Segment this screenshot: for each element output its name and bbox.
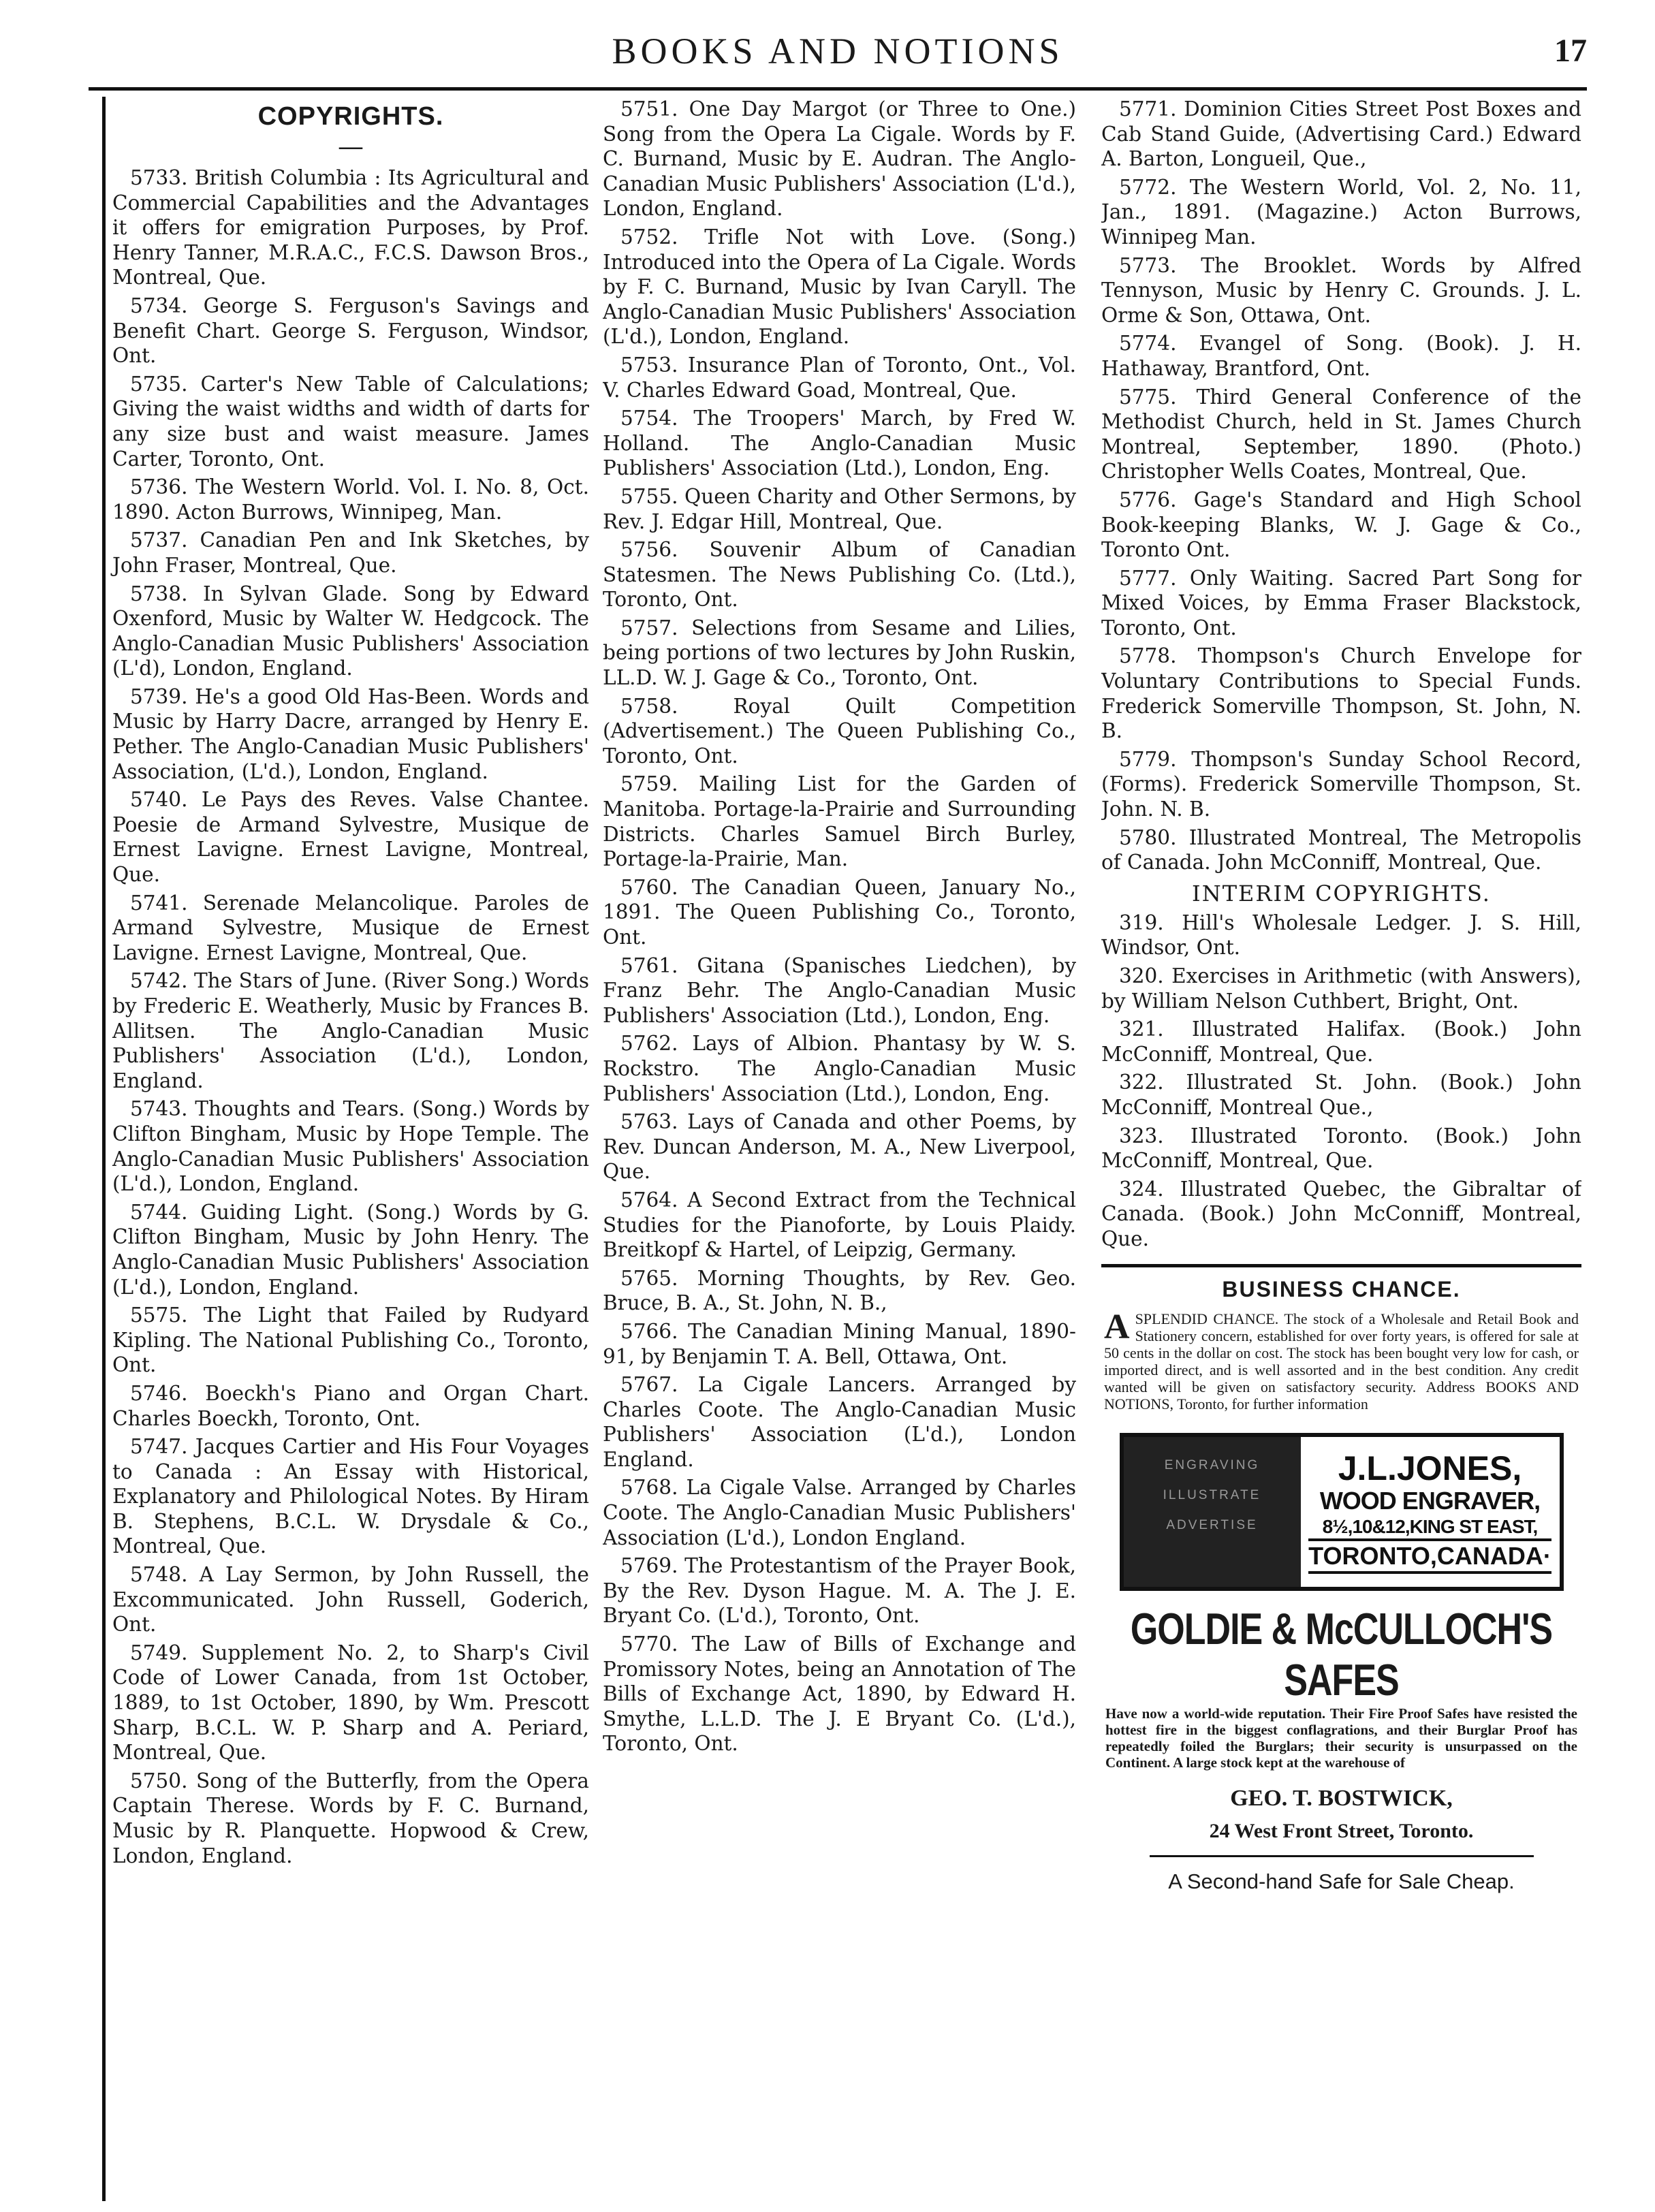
engraver-name: J.L.JONES, (1338, 1449, 1522, 1487)
engraver-ad-text (1301, 1437, 1560, 1587)
copyright-entry: 5759. Mailing List for the Garden of Manitoba. Portage-la-Prairie and Surrounding Districts. Charles Samuel Birch Burley, Portage-la-Prairie, Man. (603, 772, 1076, 871)
running-title: BOOKS AND NOTIONS (612, 31, 1064, 72)
safes-dealer-name: GEO. T. BOSTWICK, (1230, 1785, 1453, 1811)
copyright-entry: 5775. Third General Conference of the Methodist Church, held in St. James Church Montreal, September, 1890. (Photo.) Christopher Wells Coates, Montreal, Que. (1101, 385, 1581, 484)
interim-entry: 322. Illustrated St. John. (Book.) John McConniff, Montreal Que., (1101, 1071, 1581, 1119)
engraver-panel-line: ENGRAVING (1164, 1457, 1260, 1472)
copyright-entry: 5762. Lays of Albion. Phantasy by W. S. Rockstro. The Anglo-Canadian Music Publishers' Association (Ltd.), London, Eng. (603, 1032, 1076, 1105)
copyright-entry: 5768. La Cigale Valse. Arranged by Charles Coote. The Anglo-Canadian Music Publishers' Association (L'd.), London England. (603, 1476, 1076, 1549)
drop-cap: A (1104, 1307, 1130, 1346)
header-rule (89, 87, 1587, 91)
copyright-entry: 5735. Carter's New Table of Calculations; Giving the waist widths and width of darts for any size bust and waist measure. James Carter, Toronto, Ont. (112, 372, 589, 471)
business-chance-title: BUSINESS CHANCE. (1222, 1276, 1461, 1301)
copyright-entry: 5739. He's a good Old Has-Been. Words and Music by Harry Dacre, arranged by Henry E. Pether. The Anglo-Canadian Music Publishers' Association, (L'd.), London, England. (112, 684, 589, 783)
copyright-entry: 5774. Evangel of Song. (Book). J. H. Hathaway, Brantford, Ont. (1101, 332, 1581, 380)
copyright-entry: 5743. Thoughts and Tears. (Song.) Words by Clifton Bingham, Music by Hope Temple. The Anglo-Canadian Music Publishers' Association (L'd.), London, England. (112, 1097, 589, 1196)
safes-ad-body: Have now a world-wide reputation. Their Fire Proof Safes have resisted the hottest fire in the biggest conflagrations, and their Burglar Proof has repeatedly foiled the Burglars; their security is unsurpassed on the Continent. A large stock kept at the warehouse of (1105, 1705, 1577, 1771)
copyright-entry: 5734. George S. Ferguson's Savings and Benefit Chart. George S. Ferguson, Windsor, Ont. (112, 294, 589, 368)
engraver-panel-line: ILLUSTRATE (1163, 1487, 1261, 1502)
copyright-entry: 5769. The Protestantism of the Prayer Book, By the Rev. Dyson Hague. M. A. The J. E. Bryant Co. (L'd.), Toronto, Ont. (603, 1554, 1076, 1628)
copyright-entry: 5752. Trifle Not with Love. (Song.) Introduced into the Opera of La Cigale. Words by F. C. Burnand, Music by Ivan Caryll. The Anglo-Canadian Music Publishers' Association (L'd.), London, England. (603, 225, 1076, 349)
copyright-entry: 5760. The Canadian Queen, January No., 1891. The Queen Publishing Co., Toronto, Ont. (603, 875, 1076, 949)
copyright-entry: 5737. Canadian Pen and Ink Sketches, by John Fraser, Montreal, Que. (112, 528, 589, 577)
copyright-entry: 5761. Gitana (Spanisches Liedchen), by Franz Behr. The Anglo-Canadian Music Publishers' Association (Ltd.), London, Eng. (603, 953, 1076, 1027)
copyright-entry: 5758. Royal Quilt Competition (Advertisement.) The Queen Publishing Co., Toronto, Ont. (603, 694, 1076, 768)
copyright-entry: 5575. The Light that Failed by Rudyard Kipling. The National Publishing Co., Toronto, Ont. (112, 1304, 589, 1377)
copyright-entry: 5742. The Stars of June. (River Song.) Words by Frederic E. Weatherly, Music by Frances B. Allitsen. The Anglo-Canadian Music Publishers' Association (L'd.), London, England. (112, 969, 589, 1092)
copyright-entry: 5765. Morning Thoughts, by Rev. Geo. Bruce, B. A., St. John, N. B., (603, 1266, 1076, 1315)
business-chance-rule (1101, 1264, 1581, 1267)
copyright-entry: 5767. La Cigale Lancers. Arranged by Charles Coote. The Anglo-Canadian Music Publishers' Association (L'd.), London England. (603, 1373, 1076, 1471)
copyright-entry: 5771. Dominion Cities Street Post Boxes and Cab Stand Guide, (Advertising Card.) Edward A. Barton, Longueil, Que., (1101, 97, 1581, 171)
column-right (1101, 97, 1581, 2201)
page-header (89, 27, 1587, 75)
column-middle (603, 97, 1076, 2201)
copyright-entry: 5738. In Sylvan Glade. Song by Edward Oxenford, Music by Walter W. Hedgcock. The Anglo-Canadian Music Publishers' Association (L'd), London, England. (112, 582, 589, 680)
safes-dealer-address: 24 West Front Street, Toronto. (1209, 1819, 1474, 1842)
copyright-entry: 5766. The Canadian Mining Manual, 1890-91, by Benjamin T. A. Bell, Ottawa, Ont. (603, 1319, 1076, 1368)
copyright-entry: 5733. British Columbia : Its Agricultural and Commercial Capabilities and the Advantages it offers for emigration Purposes, by Prof. Henry Tanner, M.R.A.C., F.C.S. Dawson Bros., Montreal, Que. (112, 166, 589, 289)
copyright-entry: 5764. A Second Extract from the Technical Studies for the Pianoforte, by Louis Plaidy. Breitkopf & Hartel, of Leipzig, Germany. (603, 1188, 1076, 1262)
copyright-entry: 5776. Gage's Standard and High School Book-keeping Blanks, W. J. Gage & Co., Toronto Ont. (1101, 488, 1581, 562)
copyright-entry: 5744. Guiding Light. (Song.) Words by G. Clifton Bingham, Music by John Henry. The Anglo-Canadian Music Publishers' Association (L'd.), London, England. (112, 1200, 589, 1299)
column-left (102, 97, 589, 2201)
interim-entry: 321. Illustrated Halifax. (Book.) John McConniff, Montreal, Que. (1101, 1017, 1581, 1066)
copyright-entry: 5753. Insurance Plan of Toronto, Ont., Vol. V. Charles Edward Goad, Montreal, Que. (603, 353, 1076, 402)
engraver-role: WOOD ENGRAVER, (1319, 1486, 1541, 1515)
copyright-entry: 5747. Jacques Cartier and His Four Voyages to Canada : An Essay with Historical, Explanatory and Philological Notes. By Hiram B. Stephens, B.C.L. W. Drysdale & Co., Montreal, Que. (112, 1435, 589, 1558)
copyrights-title: COPYRIGHTS. (257, 102, 444, 131)
copyright-entry: 5757. Selections from Sesame and Lilies, being portions of two lectures by John Ruskin, LL.D. W. J. Gage & Co., Toronto, Ont. (603, 616, 1076, 690)
section-dash: — (338, 131, 364, 161)
copyright-entry: 5751. One Day Margot (or Three to One.) Song from the Opera La Cigale. Words by F. C. Burnand, Music by E. Audran. The Anglo-Canadian Music Publishers' Association (L'd.), London, England. (603, 97, 1076, 221)
copyright-entry: 5754. The Troopers' March, by Fred W. Holland. The Anglo-Canadian Music Publishers' Association (Ltd.), London, Eng. (603, 407, 1076, 480)
interim-entry: 323. Illustrated Toronto. (Book.) John McConniff, Montreal, Que. (1101, 1124, 1581, 1173)
interim-copyrights-title: INTERIM COPYRIGHTS. (1192, 880, 1491, 906)
copyright-entry: 5736. The Western World. Vol. I. No. 8, Oct. 1890. Acton Burrows, Winnipeg, Man. (112, 475, 589, 524)
copyright-entry: 5778. Thompson's Church Envelope for Voluntary Contributions to Special Funds. Frederick Somerville Thompson, St. John, N. B. (1101, 644, 1581, 743)
copyright-entry: 5777. Only Waiting. Sacred Part Song for Mixed Voices, by Emma Fraser Blackstock, Toronto, Ont. (1101, 566, 1581, 639)
copyright-entry: 5779. Thompson's Sunday School Record, (Forms). Frederick Somerville Thompson, St. John. N. B. (1101, 747, 1581, 821)
copyright-entry: 5746. Boeckh's Piano and Organ Chart. Charles Boeckh, Toronto, Ont. (112, 1381, 589, 1430)
engraver-panel-line: ADVERTISE (1166, 1517, 1258, 1532)
copyright-entry: 5772. The Western World, Vol. 2, No. 11, Jan., 1891. (Magazine.) Acton Burrows, Winnipeg Man. (1101, 175, 1581, 249)
copyright-entry: 5763. Lays of Canada and other Poems, by Rev. Duncan Anderson, M. A., New Liverpool, Que. (603, 1110, 1076, 1184)
interim-entry: 320. Exercises in Arithmetic (with Answers), by William Nelson Cuthbert, Bright, Ont. (1101, 964, 1581, 1013)
safes-ad-title: GOLDIE & McCULLOCH'S SAFES (1130, 1604, 1553, 1705)
business-chance-text: SPLENDID CHANCE. The stock of a Wholesale and Retail Book and Stationery concern, established for over forty years, is offered for sale at 50 cents in the dollar on cost. The stock has been bought very low for cash, or imported direct, and is well assorted and in the best condition. Any credit wanted will be given on satisfactory security. Address BOOKS AND NOTIONS, Toronto, for further information (1104, 1310, 1579, 1412)
copyright-entry: 5749. Supplement No. 2, to Sharp's Civil Code of Lower Canada, from 1st October, 1889, to 1st October, 1890, by Wm. Prescott Sharp, B.C.L. W. P. Sharp and A. Periard, Montreal, Que. (112, 1641, 589, 1765)
engraver-ad (1120, 1433, 1564, 1591)
engraver-address: 8½,10&12,KING ST EAST, (1322, 1515, 1538, 1537)
interim-entry: 319. Hill's Wholesale Ledger. J. S. Hill, Windsor, Ont. (1101, 911, 1581, 960)
copyright-entry: 5773. The Brooklet. Words by Alfred Tennyson, Music by Henry C. Grounds. J. L. Orme & Son, Ottawa, Ont. (1101, 253, 1581, 327)
interim-entry: 324. Illustrated Quebec, the Gibraltar of Canada. (Book.) John McConniff, Montreal, Que. (1101, 1177, 1581, 1250)
copyright-entry: 5770. The Law of Bills of Exchange and Promissory Notes, being an Annotation of The Bills of Exchange Act, 1890, by Edward H. Smythe, L.L.D. The J. E Bryant Co. (L'd.), Toronto, Ont. (603, 1632, 1076, 1756)
classified-notice: A Second-hand Safe for Sale Cheap. (1168, 1869, 1515, 1893)
copyright-entry: 5780. Illustrated Montreal, The Metropolis of Canada. John McConniff, Montreal, Que. (1101, 825, 1581, 874)
business-chance-ad (1104, 1307, 1579, 1412)
copyright-entry: 5750. Song of the Butterfly, from the Opera Captain Therese. Words by F. C. Burnand, Music by R. Planquette. Hopwood & Crew, London, England. (112, 1769, 589, 1867)
copyright-entry: 5756. Souvenir Album of Canadian Statesmen. The News Publishing Co. (Ltd.), Toronto, Ont. (603, 538, 1076, 612)
copyright-entry: 5748. A Lay Sermon, by John Russell, the Excommunicated. John Russell, Goderich, Ont. (112, 1563, 589, 1637)
copyright-entry: 5740. Le Pays des Reves. Valse Chantee. Poesie de Armand Sylvestre, Musique de Ernest Lavigne. Ernest Lavigne, Montreal, Que. (112, 788, 589, 887)
copyright-entry: 5741. Serenade Melancolique. Paroles de Armand Sylvestre, Musique de Ernest Lavigne. Ernest Lavigne, Montreal, Que. (112, 891, 589, 964)
engraver-ad-panel (1124, 1437, 1301, 1587)
page-number: 17 (1554, 33, 1587, 69)
copyright-entry: 5755. Queen Charity and Other Sermons, by Rev. J. Edgar Hill, Montreal, Que. (603, 484, 1076, 533)
engraver-city: TORONTO,CANADA· (1308, 1538, 1551, 1574)
ad-divider (1150, 1855, 1534, 1857)
